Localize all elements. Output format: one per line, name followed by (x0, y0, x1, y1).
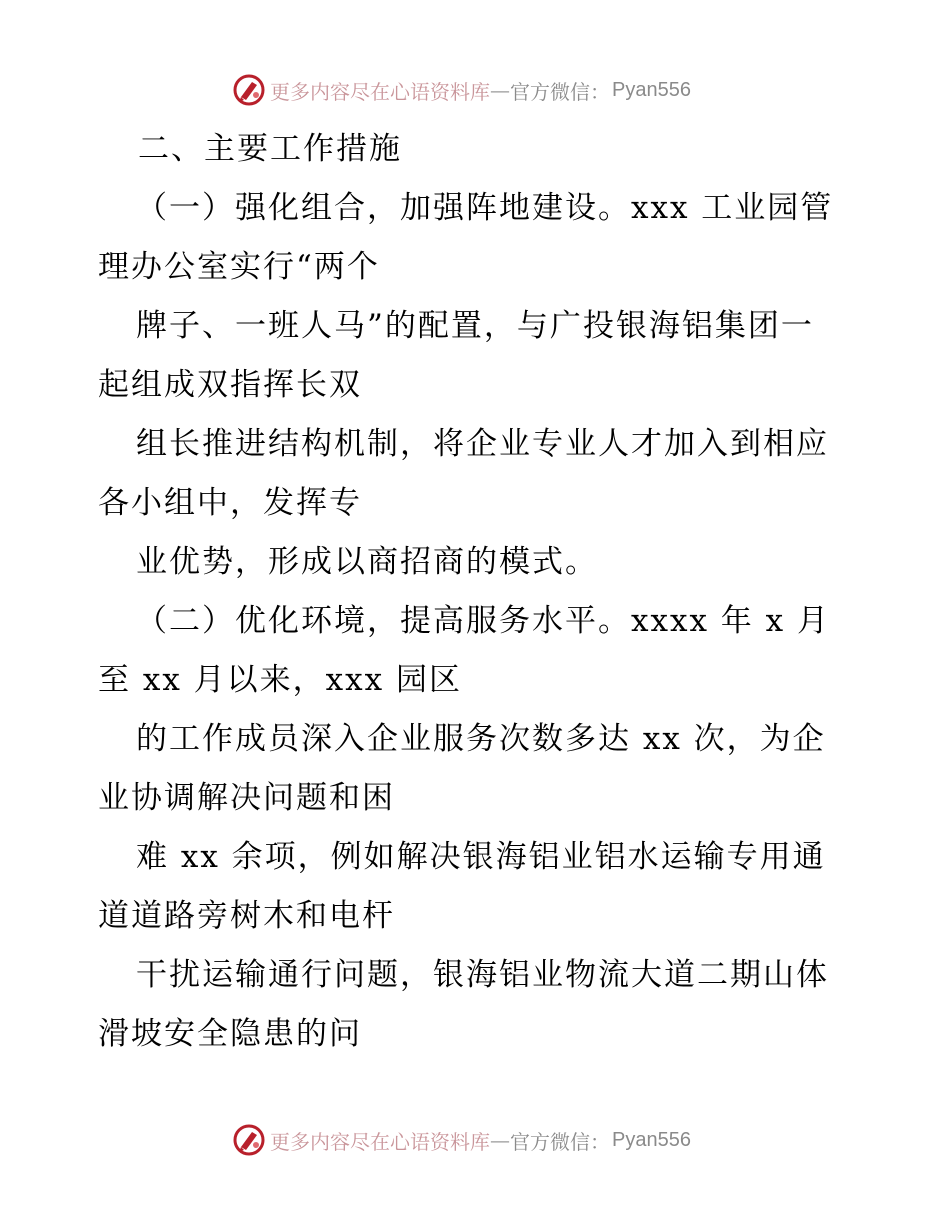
paragraph-line: 滑坡安全隐患的问 (98, 1016, 362, 1052)
paragraph-line: （一）强化组合，加强阵地建设。xxx 工业园管 (136, 190, 834, 226)
header-watermark (232, 70, 691, 110)
paragraph-line: 至 xx 月以来，xxx 园区 (98, 662, 462, 698)
logo-icon (232, 73, 266, 107)
watermark-dash: — (490, 1128, 510, 1152)
paragraph-line: 干扰运输通行问题，银海铝业物流大道二期山体 (136, 957, 829, 993)
watermark-wechat-id: Pyan556 (612, 1128, 691, 1151)
document-body (98, 120, 858, 1064)
footer-watermark (232, 1120, 691, 1160)
watermark-wechat-label: 官方微信： (510, 79, 610, 104)
paragraph-line: 业协调解决问题和困 (98, 780, 395, 816)
paragraph-line: 起组成双指挥长双 (98, 367, 362, 403)
watermark-dash: — (490, 78, 510, 102)
section-heading: 二、主要工作措施 (138, 131, 402, 167)
paragraph-line: 组长推进结构机制，将企业专业人才加入到相应 (136, 426, 829, 462)
paragraph-line: 的工作成员深入企业服务次数多达 xx 次，为企 (136, 721, 826, 757)
watermark-wechat-label: 官方微信： (510, 1129, 610, 1154)
watermark-site-text: 更多内容尽在心语资料库 (270, 79, 490, 104)
paragraph-line: （二）优化环境，提高服务水平。xxxx 年 x 月 (136, 603, 830, 639)
paragraph-line: 业优势，形成以商招商的模式。 (136, 544, 598, 580)
paragraph-line: 难 xx 余项，例如解决银海铝业铝水运输专用通 (136, 839, 826, 875)
watermark-wechat-id: Pyan556 (612, 78, 691, 101)
watermark-site-text: 更多内容尽在心语资料库 (270, 1129, 490, 1154)
paragraph-line: 理办公室实行“两个 (98, 249, 380, 285)
paragraph-line: 道道路旁树木和电杆 (98, 898, 395, 934)
paragraph-line: 各小组中，发挥专 (98, 485, 362, 521)
paragraph-line: 牌子、一班人马”的配置，与广投银海铝集团一 (136, 308, 814, 344)
logo-icon (232, 1123, 266, 1157)
